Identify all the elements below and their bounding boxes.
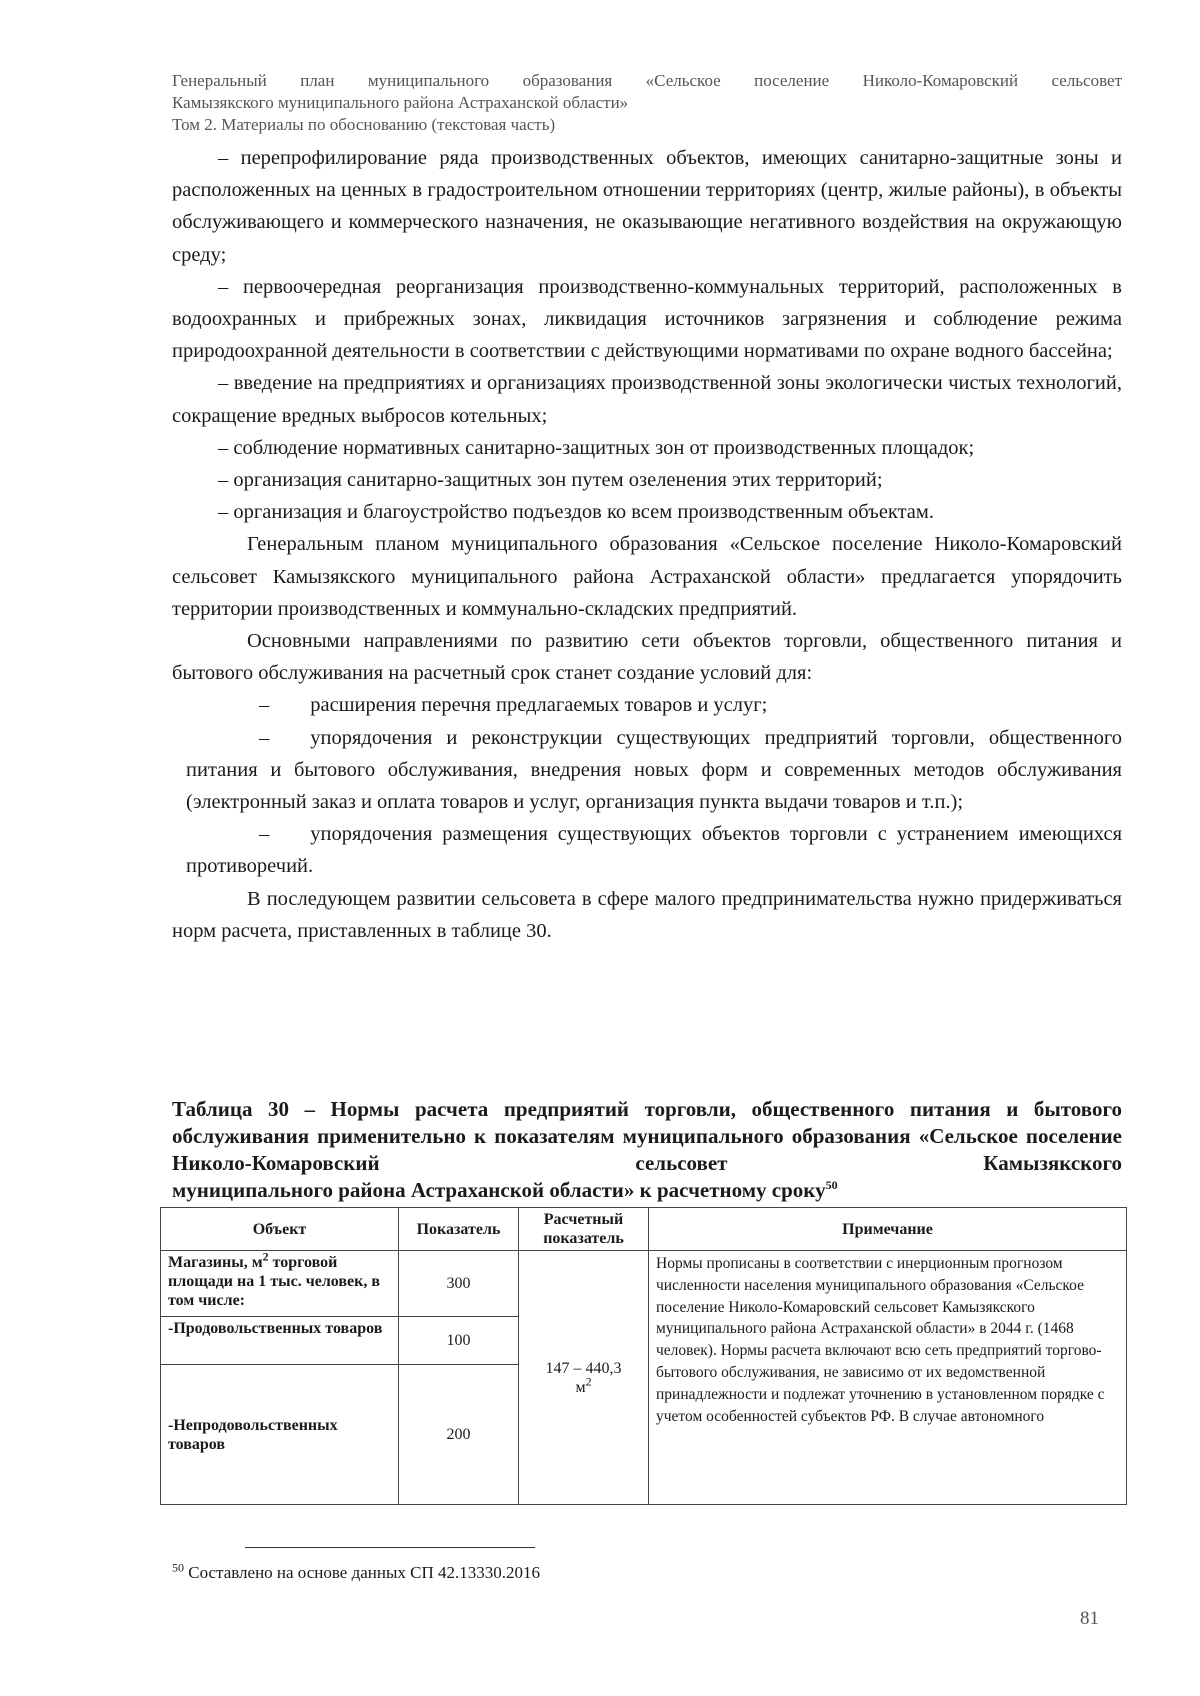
header-line-3: Том 2. Материалы по обоснованию (текстовая часть) [172, 115, 556, 134]
paragraph: Генеральным планом муниципального образования «Сельское поселение Николо-Комаровский сельсовет Камызякского муниципального района Астраханской области» предлагается упорядочить территории производственных и коммунально-складских предприятий. [172, 533, 1122, 620]
table-caption-last-text: муниципального района Астраханской области» к расчетному сроку [172, 1178, 826, 1202]
paragraph: – организация санитарно-защитных зон путем озеленения этих территорий; [218, 469, 883, 492]
value-cell: 200 [399, 1365, 519, 1505]
table-header-row [161, 1208, 1127, 1251]
page-number: 81 [1080, 1608, 1099, 1629]
value-cell: 100 [399, 1317, 519, 1365]
paragraph: – соблюдение нормативных санитарно-защитных зон от производственных площадок; [218, 436, 975, 459]
table-row [161, 1251, 1127, 1317]
paragraph: – первоочередная реорганизация производственно-коммунальных территорий, расположенных в водоохранных и прибрежных зонах, ликвидация источников загрязнения и соблюдение режима природоохранной деятельности в соответствии с действующими нормативами по охране водного бассейна; [172, 275, 1122, 363]
list-item: – упорядочения и реконструкции существующих предприятий торговли, общественного питания и бытового обслуживания, внедрения новых форм и современных методов обслуживания (электронный заказ и оплата товаров и услуг, организация пункта выдачи товаров и т.п.); [186, 726, 1122, 814]
footnote [172, 1562, 540, 1584]
paragraph: Основными направлениями по развитию сети объектов торговли, общественного питания и бытового обслуживания на расчетный срок станет создание условий для: [172, 630, 1122, 685]
footnote-ref: 50 [825, 1178, 838, 1192]
header-line-2: Камызякского муниципального района Астраханской области» [172, 93, 629, 112]
footnote-text: Составлено на основе данных СП 42.13330.2016 [184, 1563, 541, 1582]
value-cell: 300 [399, 1251, 519, 1317]
paragraph: – перепрофилирование ряда производственных объектов, имеющих санитарно-защитные зоны и расположенных на ценных в градостроительном отношении территориях (центр, жилые районы), в объекты обслуживающего и коммерческого назначения, не оказывающие негативного воздействия на окружающую среду; [172, 147, 1122, 266]
footnote-number: 50 [172, 1560, 184, 1575]
object-text: торговой площади на 1 тыс. человек, в том числе: [168, 1254, 380, 1309]
norms-table [160, 1207, 1127, 1505]
paragraph: – организация и благоустройство подъездов ко всем производственным объектам. [218, 501, 935, 524]
table-caption [172, 1096, 1122, 1204]
superscript: 2 [585, 1374, 592, 1389]
paragraph: – введение на предприятиях и организациях производственной зоны экологически чистых технологий, сокращение вредных выбросов котельных; [172, 372, 1122, 427]
calc-unit: м [575, 1378, 586, 1396]
list-item: – упорядочения размещения существующих объектов торговли с устранением имеющихся противоречий. [186, 823, 1122, 878]
footnote-separator [245, 1547, 535, 1548]
paragraph: В последующем развитии сельсовета в сфере малого предпринимательства нужно придерживаться норм расчета, приставленных в таблице 30. [172, 887, 1122, 942]
body-text [172, 142, 1122, 947]
table-caption-main: Таблица 30 – Нормы расчета предприятий торговли, общественного питания и бытового обслуживания применительно к показателям муниципального образования «Сельское поселение Николо-Комаровский сельсовет Камызякского [172, 1097, 1122, 1175]
running-header [172, 70, 1122, 136]
header-line-1: Генеральный план муниципального образования «Сельское поселение Николо-Комаровский сельсовет [172, 71, 1122, 90]
object-text: Магазины, м [168, 1254, 263, 1271]
table-caption-last-line [172, 1177, 1122, 1204]
object-cell: -Непродовольственных товаров [161, 1365, 399, 1505]
calc-value: 147 – 440,3 [545, 1359, 622, 1377]
object-cell [161, 1251, 399, 1317]
header-calc-indicator: Расчетный показатель [519, 1208, 649, 1251]
calc-cell [519, 1251, 649, 1505]
list-item: – расширения перечня предлагаемых товаров и услуг; [259, 694, 768, 717]
header-indicator: Показатель [399, 1208, 519, 1251]
object-cell: -Продовольственных товаров [161, 1317, 399, 1365]
header-note: Примечание [649, 1208, 1127, 1251]
superscript: 2 [262, 1249, 269, 1264]
header-object: Объект [161, 1208, 399, 1251]
note-cell: Нормы прописаны в соответствии с инерционным прогнозом численности населения муниципального образования «Сельское поселение Николо-Комаровский сельсовет Камызякского муниципального района Астраханской области» в 2044 г. (1468 человек). Нормы расчета включают всю сеть предприятий торгово-бытового обслуживания, не зависимо от их ведомственной принадлежности и подлежат уточнению в установленном порядке с учетом особенностей субъектов РФ. В случае автономного [649, 1251, 1127, 1505]
